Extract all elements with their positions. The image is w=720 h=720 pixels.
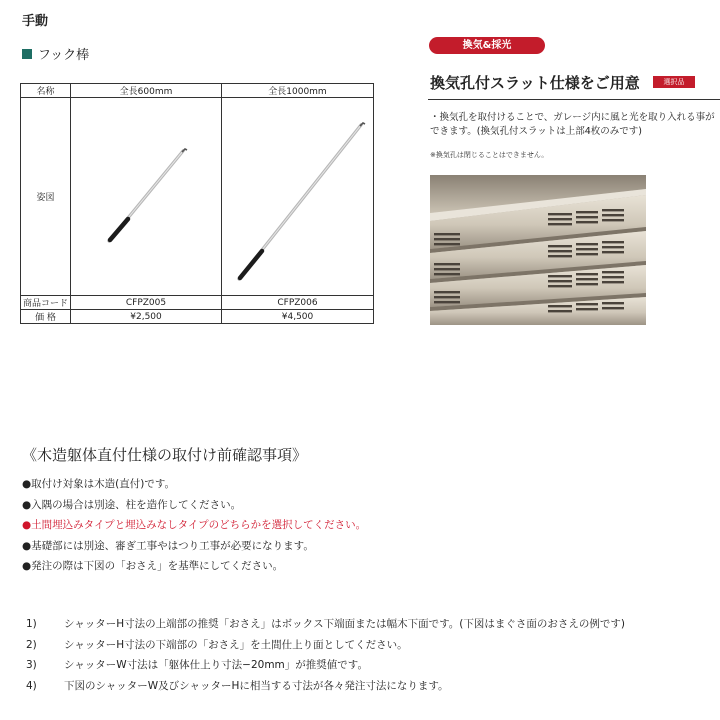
spec-code-row (21, 296, 374, 310)
spec-code-1000: CFPZ006 (222, 296, 374, 310)
note-text: 下図のシャッターW及びシャッターHに相当する寸法が各々発注寸法になります。 (64, 679, 449, 692)
ventilation-title: 換気孔付スラット仕様をご用意 (430, 74, 640, 92)
note-number: 2) (26, 638, 37, 651)
note-text: シャッターW寸法は「躯体仕上り寸法−20mm」が推奨値です。 (64, 659, 368, 671)
hook-rod-1000-icon (223, 99, 373, 295)
spec-header-name: 名称 (21, 84, 71, 98)
note-item (26, 635, 625, 656)
spec-price-row (21, 310, 374, 324)
ventilation-divider (428, 99, 720, 100)
confirmation-item: ●入隅の場合は別途、柱を造作してください。 (22, 498, 242, 511)
note-number: 3) (26, 659, 37, 671)
hook-rod-600-icon (71, 99, 221, 295)
ventilation-note: ※換気孔は閉じることはできません。 (430, 151, 549, 159)
spec-figure-label: 姿図 (21, 98, 71, 296)
manual-title: 手動 (22, 14, 49, 29)
spec-header-600: 全長600mm (71, 84, 222, 98)
spec-price-600: ¥2,500 (71, 310, 222, 324)
rod-1000-figure (222, 98, 374, 296)
rod-600-figure (71, 98, 222, 296)
spec-table (20, 83, 374, 324)
confirmation-item: ●発注の際は下図の「おさえ」を基準にしてください。 (22, 560, 284, 572)
note-item (26, 676, 625, 697)
note-number: 1) (26, 618, 37, 630)
option-badge: 選択品 (653, 76, 695, 88)
spec-figure-row (21, 98, 374, 296)
manual-subtitle (22, 44, 89, 63)
note-text: シャッターH寸法の下端部の「おさえ」を土間仕上り面としてください。 (64, 638, 408, 651)
vented-slat-photo (430, 175, 646, 325)
note-number: 4) (26, 679, 37, 692)
confirmation-list (22, 474, 366, 577)
note-item (26, 614, 625, 635)
confirmation-title: 《木造躯体直付仕様の取付け前確認事項》 (22, 446, 308, 464)
notes-list (26, 614, 625, 696)
confirmation-item: ●基礎部には別途、審ぎ工事やはつり工事が必要になります。 (22, 539, 314, 552)
ventilation-badge: 換気&採光 (429, 37, 545, 54)
manual-subtitle-text: フック棒 (38, 48, 90, 63)
spec-price-1000: ¥4,500 (222, 310, 374, 324)
spec-code-600: CFPZ005 (71, 296, 222, 310)
note-text: シャッターH寸法の上端部の推奨「おさえ」はボックス下端面または幅木下面です。(下図はまぐさ面のおさえの例です) (64, 618, 625, 630)
ventilation-description: ・換気孔を取付けることで、ガレージ内に風と光を取り入れる事ができます。(換気孔付スラットは上部4枚のみです) (430, 112, 715, 137)
spec-price-label: 価 格 (21, 310, 71, 324)
spec-header-1000: 全長1000mm (222, 84, 374, 98)
note-item (26, 655, 625, 676)
spec-header-row (21, 84, 374, 98)
spec-code-label: 商品コード (21, 296, 71, 310)
confirmation-item: ●取付け対象は木造(直付)です。 (22, 478, 176, 490)
teal-square-icon (22, 49, 32, 59)
confirmation-item-highlight: ●土間埋込みタイプと埋込みなしタイプのどちらかを選択してください。 (22, 519, 367, 531)
